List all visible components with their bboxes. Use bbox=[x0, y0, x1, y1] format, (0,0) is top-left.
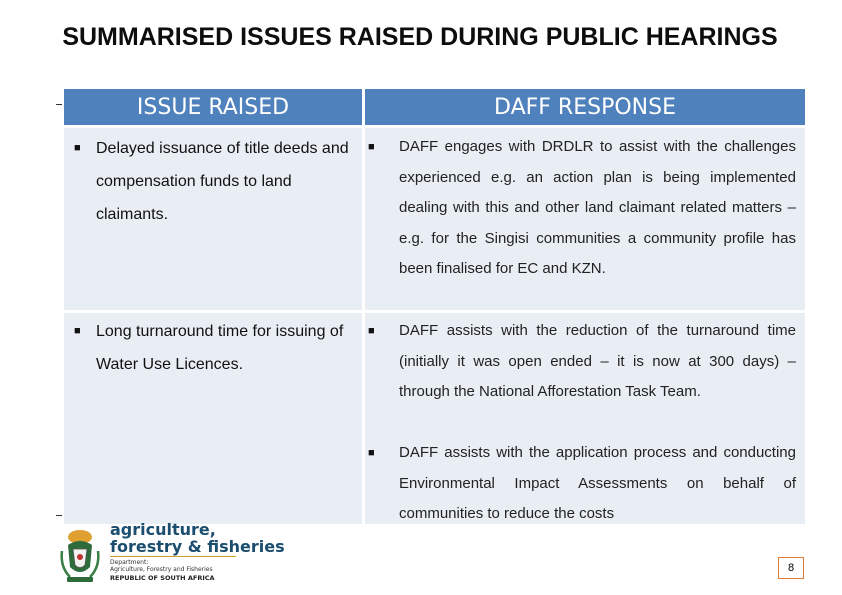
logo-line: forestry & fisheries bbox=[110, 537, 285, 556]
logo-dept: Department: bbox=[110, 559, 149, 566]
slide-tick-mark bbox=[56, 515, 62, 516]
response-text: DAFF engages with DRDLR to assist with the challenges experienced e.g. an action plan is being implemented dealing with this and other land claimant related matters – e.g. for the Singisi communities a community profile has been finalised for EC and KZN. bbox=[399, 138, 796, 277]
page-number: 8 bbox=[778, 557, 804, 579]
logo-dept: Agriculture, Forestry and Fisheries bbox=[110, 566, 213, 573]
page-title: SUMMARISED ISSUES RAISED DURING PUBLIC HEARINGS bbox=[62, 23, 778, 51]
bullet-icon: ■ bbox=[74, 325, 81, 337]
logo-country: REPUBLIC OF SOUTH AFRICA bbox=[110, 574, 215, 582]
issue-text: Delayed issuance of title deeds and compensation funds to land claimants. bbox=[96, 140, 349, 223]
coat-of-arms-icon bbox=[58, 527, 102, 585]
bullet-icon: ■ bbox=[368, 447, 375, 459]
bullet-icon: ■ bbox=[74, 142, 81, 154]
bullet-icon: ■ bbox=[368, 141, 375, 153]
response-text: DAFF assists with the reduction of the turnaround time (initially it was open ended – it is now at 300 days) – through the National Afforestation Task Team. bbox=[399, 322, 796, 400]
logo-line: agriculture, bbox=[110, 520, 216, 539]
response-text: DAFF assists with the application process and conducting Environmental Impact Assessments on behalf of communities to reduce the costs bbox=[399, 444, 796, 522]
bullet-icon: ■ bbox=[368, 325, 375, 337]
logo-divider bbox=[110, 556, 236, 557]
issue-text: Long turnaround time for issuing of Water Use Licences. bbox=[96, 323, 344, 373]
response-column-header: DAFF RESPONSE bbox=[365, 89, 805, 125]
issue-column-header: ISSUE RAISED bbox=[64, 89, 362, 125]
slide-tick-mark bbox=[56, 104, 62, 105]
